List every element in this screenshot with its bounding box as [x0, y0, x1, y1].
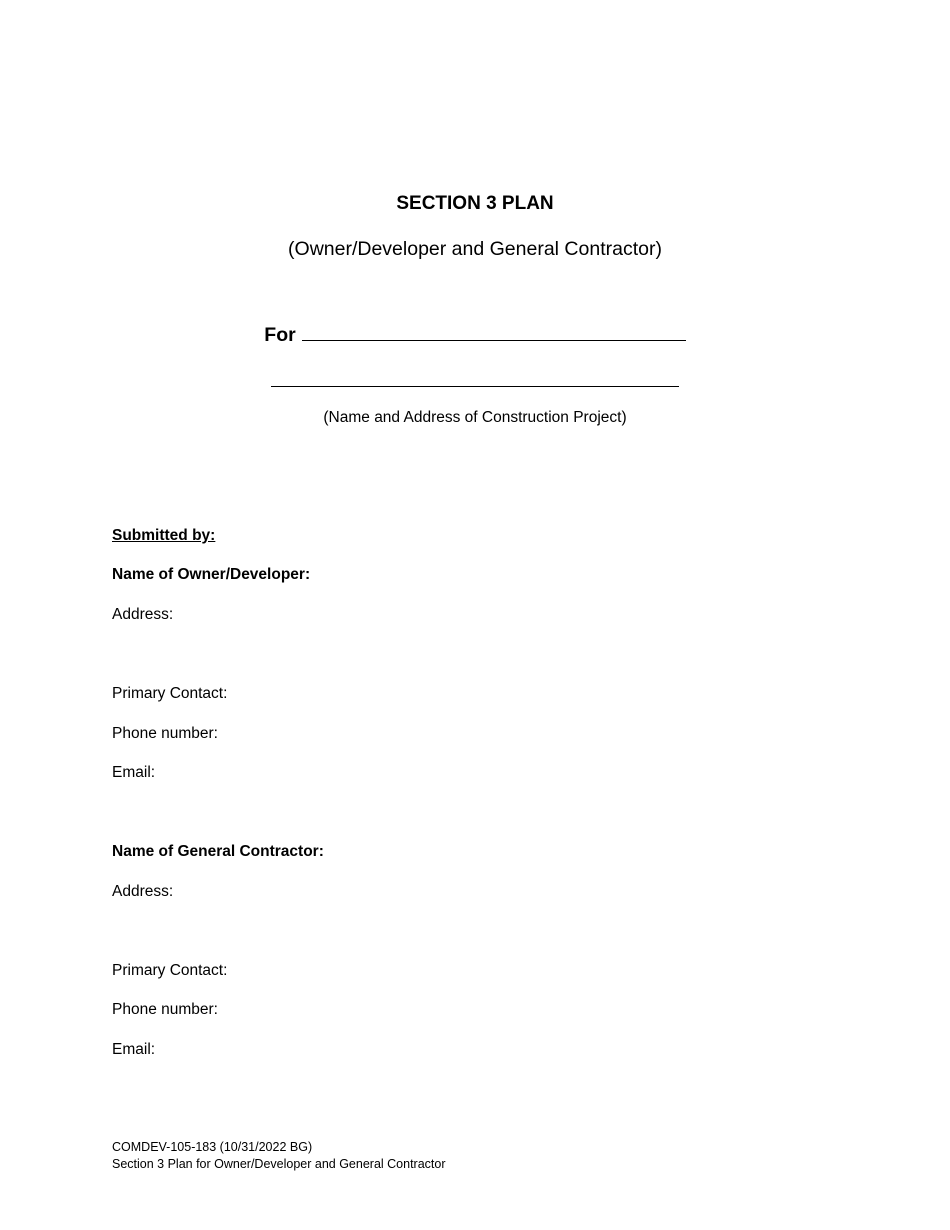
for-label: For: [264, 324, 296, 346]
project-for-line: [0, 322, 950, 347]
project-caption: (Name and Address of Construction Project): [323, 409, 627, 426]
contractor-contact-label: Primary Contact:: [112, 962, 228, 979]
footer-form-id: COMDEV-105-183 (10/31/2022 BG): [112, 1140, 313, 1154]
contractor-name-label: Name of General Contractor:: [112, 843, 324, 860]
owner-name-label: Name of Owner/Developer:: [112, 566, 311, 583]
owner-address-label: Address:: [112, 606, 174, 623]
project-address-blank[interactable]: [271, 386, 679, 387]
contractor-address-label: Address:: [112, 883, 174, 900]
owner-phone-label: Phone number:: [112, 725, 218, 742]
contractor-email-label: Email:: [112, 1041, 156, 1058]
page-subtitle: (Owner/Developer and General Contractor): [288, 238, 662, 260]
owner-contact-label: Primary Contact:: [112, 685, 228, 702]
footer-form-title: Section 3 Plan for Owner/Developer and General Contractor: [112, 1157, 446, 1171]
owner-email-label: Email:: [112, 764, 156, 781]
page-title: SECTION 3 PLAN: [396, 193, 554, 214]
contractor-phone-label: Phone number:: [112, 1001, 218, 1018]
submitted-by-heading: Submitted by:: [112, 527, 216, 544]
project-name-blank[interactable]: [302, 322, 686, 341]
